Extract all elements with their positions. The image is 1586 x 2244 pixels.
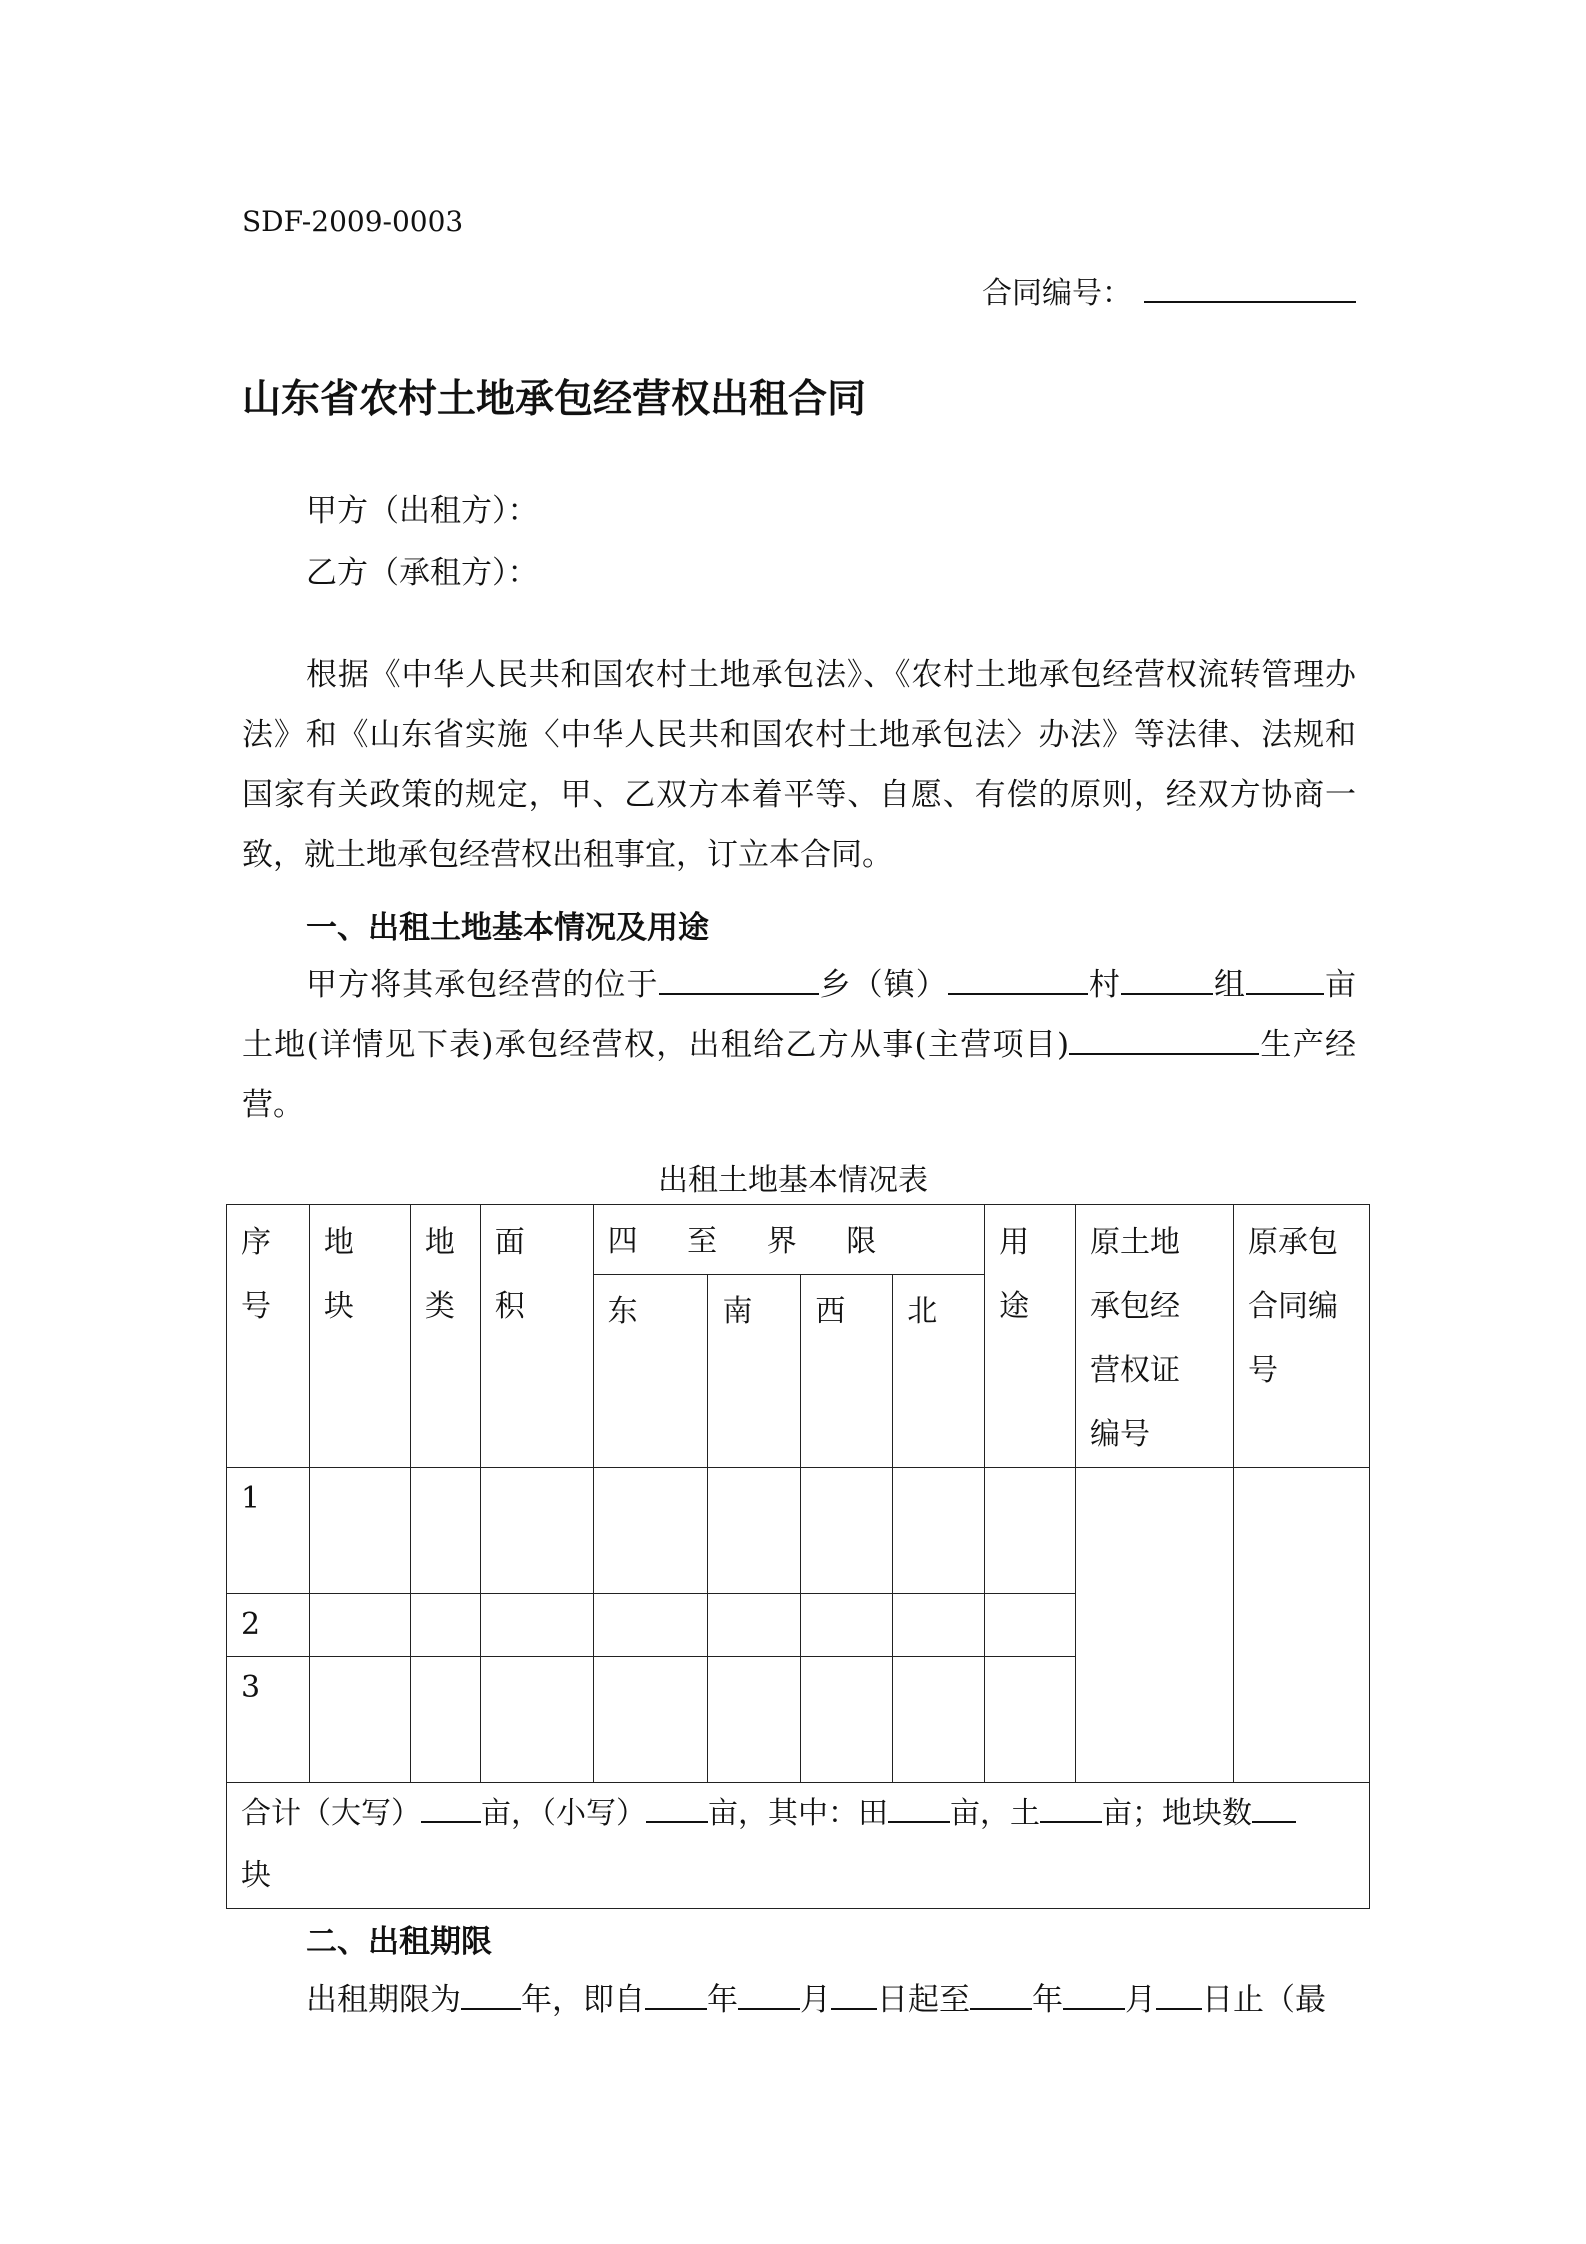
cell-orig-contract[interactable] xyxy=(1233,1468,1369,1783)
header-orig-contract: 原承包合同编号 xyxy=(1233,1205,1369,1468)
header-north: 北 xyxy=(893,1275,985,1468)
plot-count-blank[interactable] xyxy=(1252,1793,1296,1823)
s1-text-a: 甲方将其承包经营的位于 xyxy=(306,967,659,1003)
section2-heading: 二、出租期限 xyxy=(306,1924,492,1960)
start-month-blank[interactable] xyxy=(738,1978,800,2010)
header-type: 地类 xyxy=(410,1205,480,1468)
end-day-blank[interactable] xyxy=(1156,1978,1202,2010)
cell[interactable] xyxy=(801,1657,893,1783)
village-blank[interactable] xyxy=(948,963,1088,995)
cell[interactable] xyxy=(985,1657,1076,1783)
cell[interactable] xyxy=(410,1657,480,1783)
cell[interactable] xyxy=(480,1468,593,1594)
cell[interactable] xyxy=(893,1657,985,1783)
s2-text-e: 日起至 xyxy=(877,1982,970,2018)
s2-text-h: 日止（最 xyxy=(1202,1982,1326,2018)
land-info-table xyxy=(226,1204,1370,1909)
group-blank[interactable] xyxy=(1121,963,1213,995)
cell[interactable] xyxy=(309,1468,410,1594)
header-plot: 地块 xyxy=(309,1205,410,1468)
total-upper-blank[interactable] xyxy=(421,1793,481,1823)
contract-number-blank[interactable] xyxy=(1144,275,1356,303)
term-years-blank[interactable] xyxy=(461,1978,521,2010)
header-area: 面积 xyxy=(480,1205,593,1468)
header-boundaries: 四 至 界 限 xyxy=(593,1205,985,1275)
preamble-block xyxy=(242,645,1356,885)
start-year-blank[interactable] xyxy=(645,1978,707,2010)
cell[interactable] xyxy=(985,1468,1076,1594)
cell[interactable] xyxy=(708,1468,801,1594)
header-use: 用途 xyxy=(985,1205,1076,1468)
sum-text-e: 亩；地块数 xyxy=(1102,1796,1252,1831)
township-blank[interactable] xyxy=(659,963,819,995)
sum-text-a: 合计（大写） xyxy=(241,1796,421,1831)
s1-text-b: 乡（镇） xyxy=(818,967,948,1003)
cell[interactable] xyxy=(593,1594,708,1657)
header-south: 南 xyxy=(708,1275,801,1468)
section1-heading: 一、出租土地基本情况及用途 xyxy=(306,910,709,946)
party-a-label: 甲方（出租方）： xyxy=(306,493,539,529)
cell[interactable] xyxy=(708,1594,801,1657)
section1-paragraph xyxy=(242,955,1356,1135)
cell[interactable] xyxy=(410,1594,480,1657)
cell[interactable] xyxy=(985,1594,1076,1657)
cell[interactable] xyxy=(480,1657,593,1783)
header-east: 东 xyxy=(593,1275,708,1468)
header-orig-cert: 原土地承包经营权证编号 xyxy=(1076,1205,1234,1468)
document-code: SDF-2009-0003 xyxy=(242,205,464,238)
sum-text-f: 块 xyxy=(241,1858,271,1893)
row-seq: 3 xyxy=(227,1657,310,1783)
preamble-paragraph: 根据《中华人民共和国农村土地承包法》、《农村土地承包经营权流转管理办法》和《山东省实施〈中华人民共和国农村土地承包法〉办法》等法律、法规和国家有关政策的规定，甲、乙双方本着平等、自愿、有偿的原则，经双方协商一致，就土地承包经营权出租事宜，订立本合同。 xyxy=(242,657,1356,873)
summary-cell xyxy=(227,1783,1370,1909)
cell[interactable] xyxy=(593,1657,708,1783)
s1-text-d: 组 xyxy=(1212,967,1246,1003)
s1-text-c: 村 xyxy=(1087,967,1121,1003)
summary-row xyxy=(227,1783,1370,1909)
s2-text-g: 月 xyxy=(1125,1982,1156,2018)
cell[interactable] xyxy=(410,1468,480,1594)
sum-text-c: 亩，其中：田 xyxy=(708,1796,888,1831)
paddy-blank[interactable] xyxy=(888,1793,950,1823)
sum-text-b: 亩，（小写） xyxy=(481,1796,646,1831)
cell[interactable] xyxy=(893,1594,985,1657)
s2-text-d: 月 xyxy=(800,1982,831,2018)
document-title: 山东省农村土地承包经营权出租合同 xyxy=(242,377,867,422)
end-month-blank[interactable] xyxy=(1063,1978,1125,2010)
header-west: 西 xyxy=(801,1275,893,1468)
s2-text-a: 出租期限为 xyxy=(306,1982,461,2018)
total-lower-blank[interactable] xyxy=(646,1793,708,1823)
cell[interactable] xyxy=(309,1657,410,1783)
dry-land-blank[interactable] xyxy=(1040,1793,1102,1823)
cell[interactable] xyxy=(480,1594,593,1657)
mu-blank[interactable] xyxy=(1246,963,1324,995)
end-year-blank[interactable] xyxy=(970,1978,1032,2010)
main-project-blank[interactable] xyxy=(1069,1023,1259,1055)
section2-paragraph xyxy=(242,1970,1356,2030)
sum-text-d: 亩，土 xyxy=(950,1796,1040,1831)
row-seq: 1 xyxy=(227,1468,310,1594)
cell[interactable] xyxy=(593,1468,708,1594)
cell-orig-cert[interactable] xyxy=(1076,1468,1234,1783)
header-seq: 序号 xyxy=(227,1205,310,1468)
s2-text-b: 年，即自 xyxy=(521,1982,645,2018)
start-day-blank[interactable] xyxy=(831,1978,877,2010)
cell[interactable] xyxy=(708,1657,801,1783)
cell[interactable] xyxy=(309,1594,410,1657)
contract-number-line xyxy=(982,268,1356,312)
cell[interactable] xyxy=(893,1468,985,1594)
s2-text-c: 年 xyxy=(707,1982,738,2018)
table-caption: 出租土地基本情况表 xyxy=(658,1163,928,1198)
table-row xyxy=(227,1468,1370,1594)
s2-text-f: 年 xyxy=(1032,1982,1063,2018)
party-b-label: 乙方（承租方）： xyxy=(306,555,539,591)
s1-text-e: 亩土地(详情见下表)承包经营权，出租给乙方从事(主营项目) xyxy=(242,967,1357,1063)
contract-number-label: 合同编号： xyxy=(982,276,1132,311)
s1-text-f: 生产经营。 xyxy=(242,1027,1357,1123)
cell[interactable] xyxy=(801,1468,893,1594)
row-seq: 2 xyxy=(227,1594,310,1657)
cell[interactable] xyxy=(801,1594,893,1657)
